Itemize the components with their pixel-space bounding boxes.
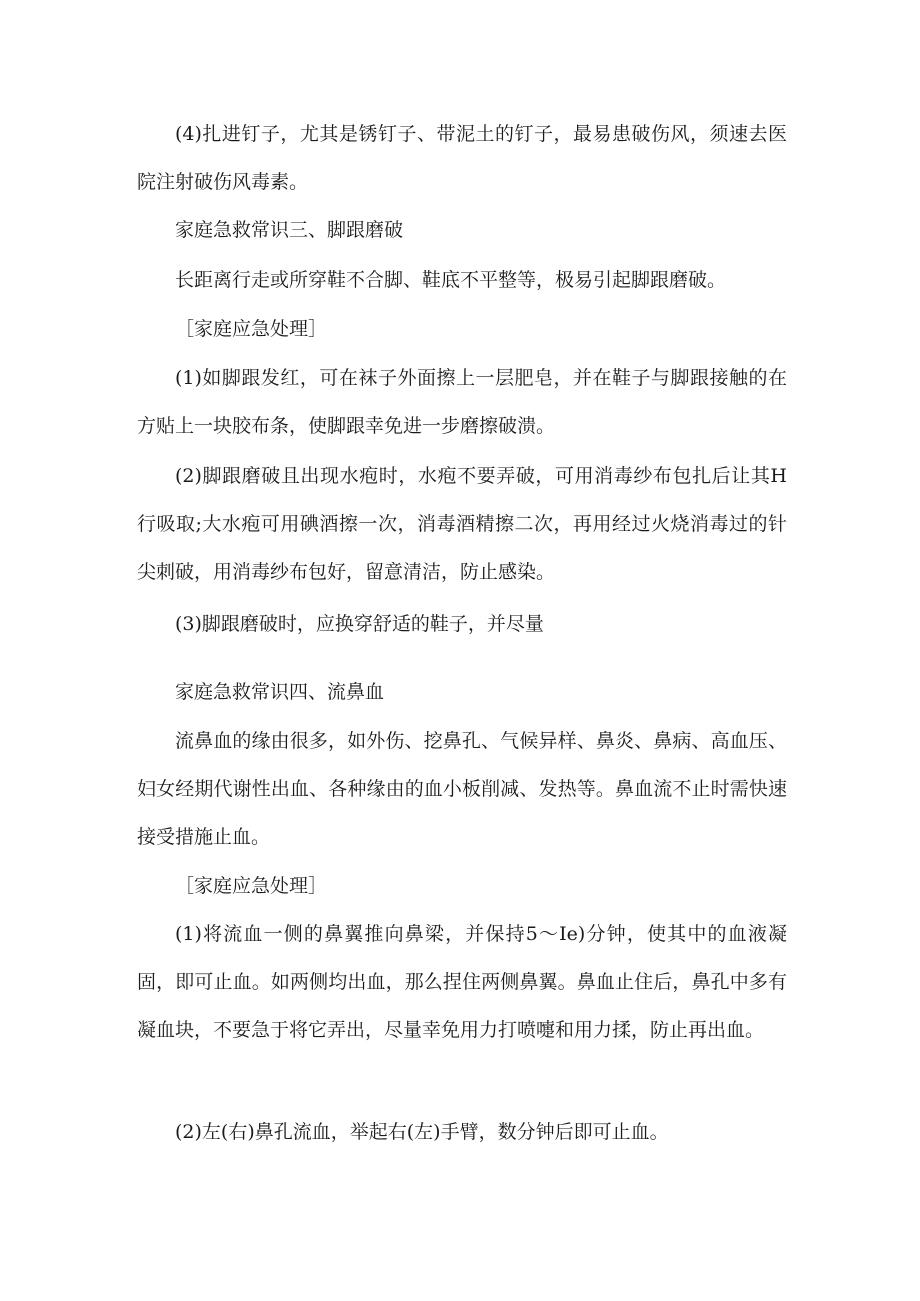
paragraph-nosebleed-step-1: (1)将流血一侧的鼻翼推向鼻梁，并保持5～Ie)分钟，使其中的血液凝固，即可止血。如两侧均出血，那么捏住两侧鼻翼。鼻血止住后，鼻孔中多有凝血块，不要急于将它弄出，尽量幸免用力打喷嚏和用力揉，防止再出血。 [137, 923, 787, 1041]
subheading-home-treatment-2: ［家庭应急处理］ [175, 875, 328, 897]
paragraph-heel-step-3: (3)脚跟磨破时，应换穿舒适的鞋子，并尽量 [175, 613, 544, 635]
paragraph-tetanus-note: (4)扎进钉子，尤其是锈钉子、带泥土的钉子，最易患破伤风，须速去医院注射破伤风毒素。 [137, 123, 787, 193]
paragraph-heel-step-2: (2)脚跟磨破且出现水疱时，水疱不要弄破，可用消毒纱布包扎后让其H行吸取;大水疱可用碘酒擦一次，消毒酒精擦二次，再用经过火烧消毒过的针尖刺破，用消毒纱布包好，留意清洁，防止感染。 [137, 465, 787, 583]
section-heading-heel-abrasion: 家庭急救常识三、脚跟磨破 [175, 219, 404, 241]
paragraph-nosebleed-causes: 流鼻血的缘由很多，如外伤、挖鼻孔、气候异样、鼻炎、鼻病、高血压、妇女经期代谢性出血、各种缘由的血小板削减、发热等。鼻血流不止时需快速接受措施止血。 [137, 730, 787, 848]
subheading-home-treatment-1: ［家庭应急处理］ [175, 318, 328, 340]
paragraph-heel-step-1: (1)如脚跟发红，可在袜子外面擦上一层肥皂，并在鞋子与脚跟接触的在方贴上一块胶布条，使脚跟幸免进一步磨擦破溃。 [137, 367, 787, 437]
section-heading-nosebleed: 家庭急救常识四、流鼻血 [175, 681, 385, 703]
paragraph-heel-cause: 长距离行走或所穿鞋不合脚、鞋底不平整等，极易引起脚跟磨破。 [175, 269, 727, 291]
paragraph-nosebleed-step-2: (2)左(右)鼻孔流血，举起右(左)手臂，数分钟后即可止血。 [175, 1121, 669, 1143]
